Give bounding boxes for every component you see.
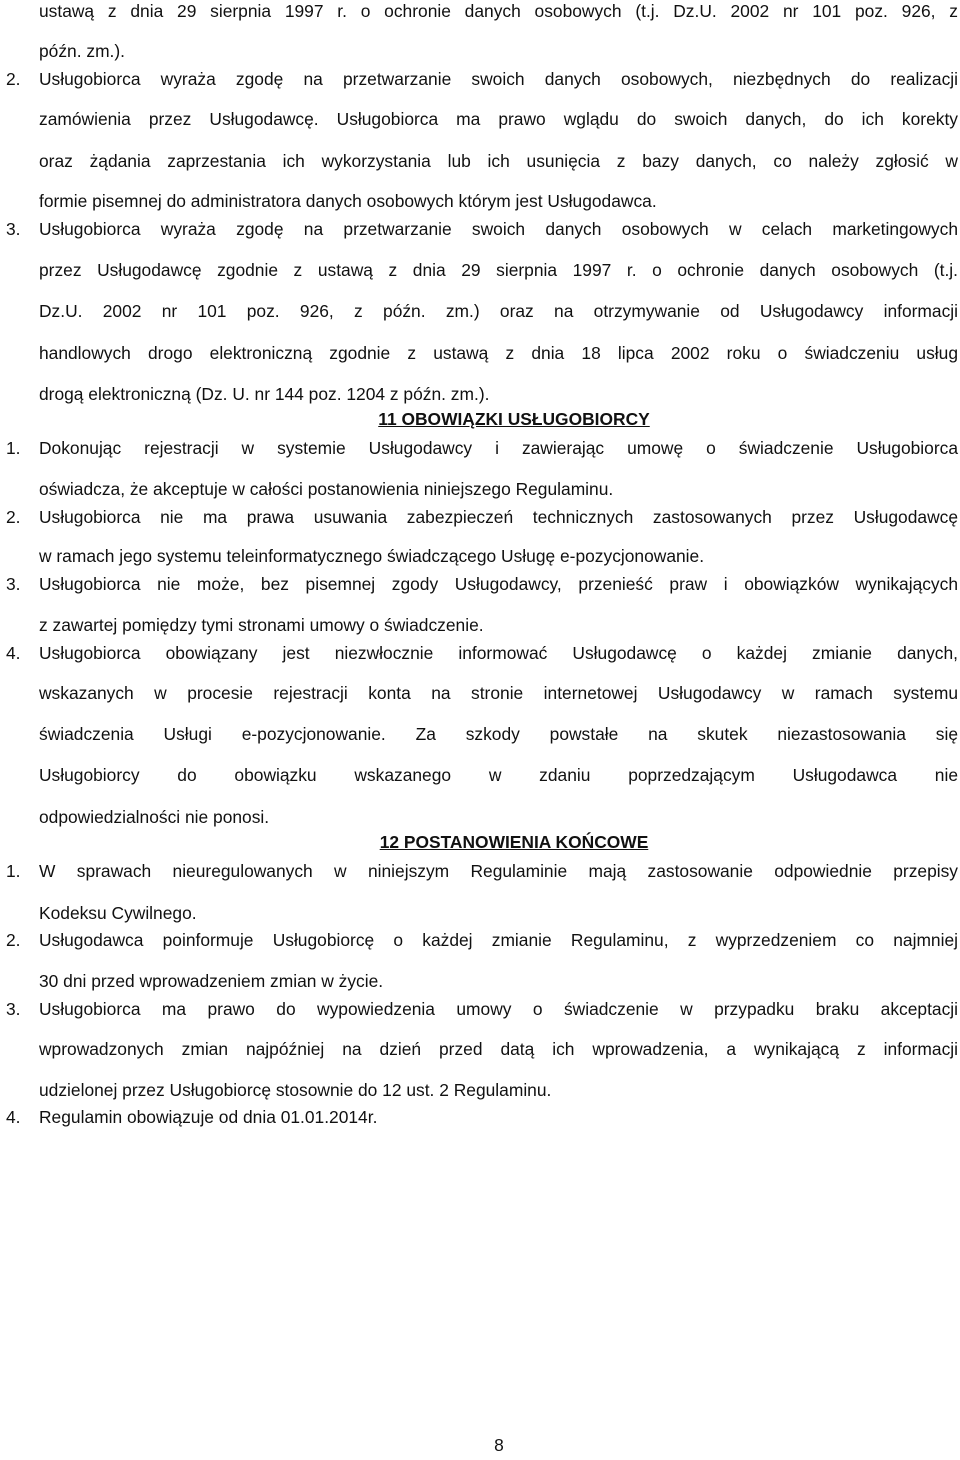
paragraph-text: Usługobiorcy do obowiązku wskazanego w zdaniu poprzedzającym Usługodawca nie bbox=[39, 765, 958, 785]
section-heading: 12 POSTANOWIENIA KOŃCOWE bbox=[379, 832, 649, 852]
paragraph-text: udzielonej przez Usługobiorcę stosownie do 12 ust. 2 Regulaminu. bbox=[39, 1080, 552, 1100]
list-number: 3. bbox=[6, 574, 21, 594]
paragraph-text: 30 dni przed wprowadzeniem zmian w życie. bbox=[39, 971, 384, 991]
paragraph-text: Regulamin obowiązuje od dnia 01.01.2014r. bbox=[39, 1107, 378, 1127]
paragraph-text: odpowiedzialności nie ponosi. bbox=[39, 807, 270, 827]
list-number: 4. bbox=[6, 1107, 21, 1127]
paragraph-text: wskazanych w procesie rejestracji konta na stronie internetowej Usługodawcy w ramach systemu bbox=[39, 683, 958, 703]
paragraph-text: późn. zm.). bbox=[39, 41, 126, 61]
paragraph-text: handlowych drogo elektroniczną zgodnie z ustawą z dnia 18 lipca 2002 roku o świadczeniu usług bbox=[39, 343, 958, 363]
paragraph-text: z zawartej pomiędzy tymi stronami umowy o świadczenie. bbox=[39, 615, 484, 635]
paragraph-text: Usługodawca poinformuje Usługobiorcę o każdej zmianie Regulaminu, z wyprzedzeniem co najmniej bbox=[39, 930, 958, 950]
list-number: 2. bbox=[6, 69, 21, 89]
paragraph-text: Dz.U. 2002 nr 101 poz. 926, z późn. zm.) oraz na otrzymywanie od Usługodawcy informacji bbox=[39, 301, 958, 321]
list-number: 1. bbox=[6, 438, 21, 458]
paragraph-text: Usługobiorca wyraża zgodę na przetwarzanie swoich danych osobowych w celach marketingowych bbox=[39, 219, 958, 239]
paragraph-text: ustawą z dnia 29 sierpnia 1997 r. o ochronie danych osobowych (t.j. Dz.U. 2002 nr 101 poz. 926, z bbox=[39, 1, 958, 21]
list-number: 1. bbox=[6, 861, 21, 881]
paragraph-text: w ramach jego systemu teleinformatycznego świadczącego Usługę e-pozycjonowanie. bbox=[39, 546, 705, 566]
list-number: 2. bbox=[6, 507, 21, 527]
paragraph-text: zamówienia przez Usługodawcę. Usługobiorca ma prawo wglądu do swoich danych, do ich korekty bbox=[39, 109, 958, 129]
paragraph-text: przez Usługodawcę zgodnie z ustawą z dnia 29 sierpnia 1997 r. o ochronie danych osobowych (t.j. bbox=[39, 260, 958, 280]
list-number: 3. bbox=[6, 219, 21, 239]
paragraph-text: Usługobiorca ma prawo do wypowiedzenia umowy o świadczenie w przypadku braku akceptacji bbox=[39, 999, 958, 1019]
paragraph-text: Usługobiorca nie może, bez pisemnej zgody Usługodawcy, przenieść praw i obowiązków wynikających bbox=[39, 574, 958, 594]
paragraph-text: Usługobiorca wyraża zgodę na przetwarzanie swoich danych osobowych, niezbędnych do realizacji bbox=[39, 69, 958, 89]
list-number: 3. bbox=[6, 999, 21, 1019]
section-heading: 11 OBOWIĄZKI USŁUGOBIORCY bbox=[378, 409, 650, 429]
paragraph-text: Kodeksu Cywilnego. bbox=[39, 903, 197, 923]
paragraph-text: formie pisemnej do administratora danych osobowych którym jest Usługodawca. bbox=[39, 191, 657, 211]
paragraph-text: Usługobiorca nie ma prawa usuwania zabezpieczeń technicznych zastosowanych przez Usługodawcę bbox=[39, 507, 958, 527]
paragraph-text: oraz żądania zaprzestania ich wykorzystania lub ich usunięcia z bazy danych, co należy zgłosić w bbox=[39, 151, 958, 171]
page-number: 8 bbox=[494, 1435, 504, 1455]
paragraph-text: oświadcza, że akceptuje w całości postanowienia niniejszego Regulaminu. bbox=[39, 479, 614, 499]
paragraph-text: wprowadzonych zmian najpóźniej na dzień przed datą ich wprowadzenia, a wynikającą z informacji bbox=[39, 1039, 958, 1059]
paragraph-text: drogą elektroniczną (Dz. U. nr 144 poz. 1204 z późn. zm.). bbox=[39, 384, 490, 404]
paragraph-text: W sprawach nieuregulowanych w niniejszym Regulaminie mają zastosowanie odpowiednie przepisy bbox=[39, 861, 958, 881]
list-number: 4. bbox=[6, 643, 21, 663]
paragraph-text: Dokonując rejestracji w systemie Usługodawcy i zawierając umowę o świadczenie Usługobiorca bbox=[39, 438, 958, 458]
list-number: 2. bbox=[6, 930, 21, 950]
paragraph-text: Usługobiorca obowiązany jest niezwłocznie informować Usługodawcę o każdej zmianie danych, bbox=[39, 643, 958, 663]
paragraph-text: świadczenia Usługi e-pozycjonowanie. Za szkody powstałe na skutek niezastosowania się bbox=[39, 724, 958, 744]
